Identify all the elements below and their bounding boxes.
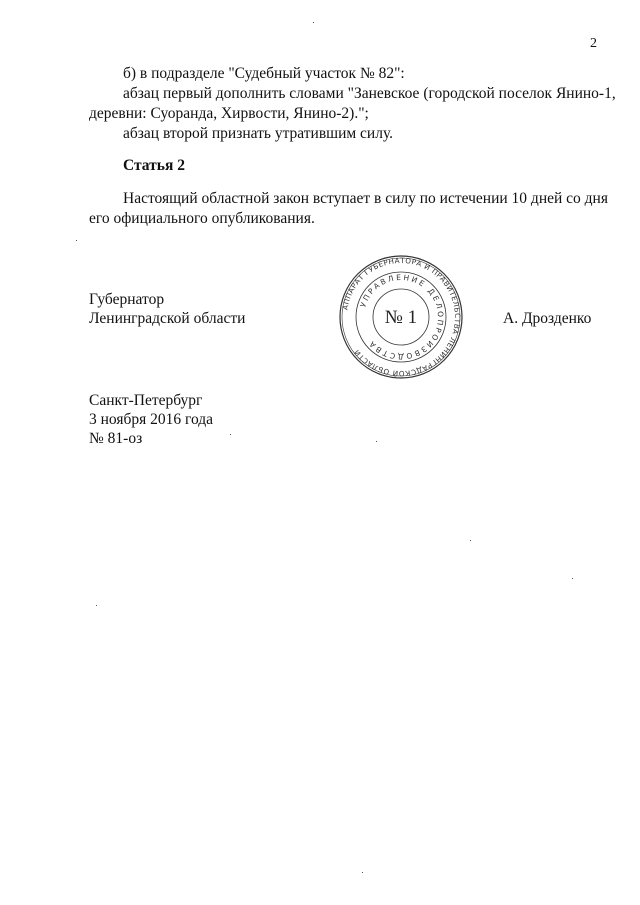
scan-speck bbox=[572, 578, 573, 579]
amendment-paragraph-2: абзац второй признать утратившим силу. bbox=[123, 125, 394, 142]
article-heading: Статья 2 bbox=[123, 157, 185, 174]
amendment-paragraph-1-cont: деревни: Суоранда, Хирвости, Янино-2)."; bbox=[89, 105, 369, 122]
amendment-paragraph-1: абзац первый дополнить словами "Заневское (городской поселок Янино-1, bbox=[123, 85, 616, 102]
scan-speck bbox=[470, 540, 471, 541]
law-number: № 81-оз bbox=[89, 430, 143, 447]
official-seal-stamp bbox=[338, 254, 464, 380]
scan-speck bbox=[76, 240, 77, 241]
signatory-title-line-1: Губернатор bbox=[89, 291, 165, 308]
scan-speck bbox=[313, 22, 314, 23]
signing-city: Санкт-Петербург bbox=[89, 392, 203, 409]
amendment-line-b: б) в подразделе "Судебный участок № 82": bbox=[123, 65, 405, 82]
article-text-line-2: его официального опубликования. bbox=[89, 210, 315, 227]
seal-center-number: № 1 bbox=[384, 307, 418, 328]
article-text-line-1: Настоящий областной закон вступает в силу по истечении 10 дней со дня bbox=[123, 190, 608, 207]
seal-outer-text: АППАРАТ ГУБЕРНАТОРА И ПРАВИТЕЛЬСТВА ЛЕНИНГРАДСКОЙ ОБЛАСТИ bbox=[340, 255, 463, 379]
scan-speck bbox=[230, 434, 231, 435]
scan-speck bbox=[362, 872, 363, 873]
scan-speck bbox=[376, 441, 377, 442]
scan-speck bbox=[96, 605, 97, 606]
signatory-name: А. Дрозденко bbox=[503, 310, 592, 327]
seal-inner-text: УПРАВЛЕНИЕ ДЕЛОПРОИЗВОДСТВА bbox=[358, 272, 446, 362]
signatory-title-line-2: Ленинградской области bbox=[89, 310, 246, 327]
page-number: 2 bbox=[590, 36, 597, 51]
signing-date: 3 ноября 2016 года bbox=[89, 411, 214, 428]
